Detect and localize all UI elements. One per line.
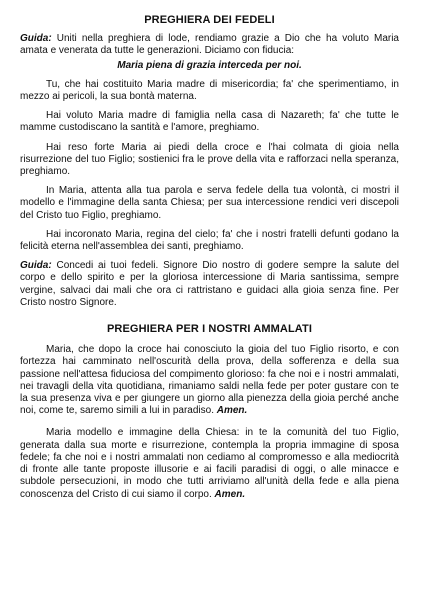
prayer-2-amen: Amen. xyxy=(214,488,246,500)
guida-closing-label: Guida: xyxy=(20,260,52,272)
prayer-1 xyxy=(20,344,399,417)
guida-closing-text: Concedi ai tuoi fedeli. Signore Dio nostro di godere sempre la salute del corpo e dello spirito e per la gloriosa intercessione di Maria santissima, sempre vergine, salvaci dai mali che ora ci rattristano e guidaci alla gioia senza fine. Per Cristo nostro Signore. xyxy=(20,260,399,308)
guida-label: Guida: xyxy=(20,33,52,45)
prayer-2 xyxy=(20,427,399,500)
guida-closing xyxy=(20,260,399,309)
prayer-1-amen: Amen. xyxy=(216,405,248,417)
prayer-2-text: Maria modello e immagine della Chiesa: in te la comunità del tuo Figlio, generata dalla sua morte e risurrezione, contempla la propria immagine di sposa fedele; fa che noi e i nostri ammalati non cediamo al compromesso e alla mediocrità di fronte alle tante proposte illusorie e ai facili paradisi di oggi, o alle minacce e subdole persecuzioni, in modo che tutti arriviamo all'unità della fede e alla piena conoscenza del Cristo di cui siamo il corpo. xyxy=(20,427,399,500)
intercession-4: In Maria, attenta alla tua parola e serva fedele della tua volontà, ci mostri il modello e l'immagine della santa Chiesa; per sua intercessione rendici veri discepoli del Cristo tuo Figlio, preghiamo. xyxy=(20,185,399,221)
intercession-1: Tu, che hai costituito Maria madre di misericordia; fa' che sperimentiamo, in mezzo ai pericoli, la sua bontà materna. xyxy=(20,78,399,103)
response-line: Maria piena di grazia interceda per noi. xyxy=(117,59,302,71)
intercession-5: Hai incoronato Maria, regina del cielo; fa' che i nostri fratelli defunti godano la felicità eterna nell'assemblea dei santi, preghiamo. xyxy=(20,228,399,253)
intercession-3: Hai reso forte Maria ai piedi della croce e l'hai colmata di gioia nella risurrezione del tuo Figlio; sostienici fra le prove della vita e rafforzaci nella speranza, preghiamo. xyxy=(20,141,399,178)
guida-intro xyxy=(20,33,399,57)
section-title-fedeli: PREGHIERA DEI FEDELI xyxy=(144,14,275,26)
intercession-2: Hai voluto Maria madre di famiglia nella casa di Nazareth; fa' che tutte le mamme custodiscano la santità e l'amore, preghiamo. xyxy=(20,110,399,134)
prayer-1-text: Maria, che dopo la croce hai conosciuto la gioia del tuo Figlio risorto, e con fortezza hai camminato nell'oscurità della prova, della sofferenza e della sua passione nell'attesa fiduciosa del compimento glorioso: fa che noi e i nostri ammalati, nei travagli della vita quotidiana, rimaniamo saldi nella fede per poter gustare con te la sua presenza viva e per giungere un giorno alla pienezza della gioia perché anche noi, come te, saremo simili a lui in paradiso. xyxy=(20,344,399,417)
guida-intro-text: Uniti nella preghiera di lode, rendiamo grazie a Dio che ha voluto Maria amata e venerata da tutte le generazioni. Diciamo con fiducia: xyxy=(20,33,399,57)
section-title-ammalati: PREGHIERA PER I NOSTRI AMMALATI xyxy=(107,323,312,336)
